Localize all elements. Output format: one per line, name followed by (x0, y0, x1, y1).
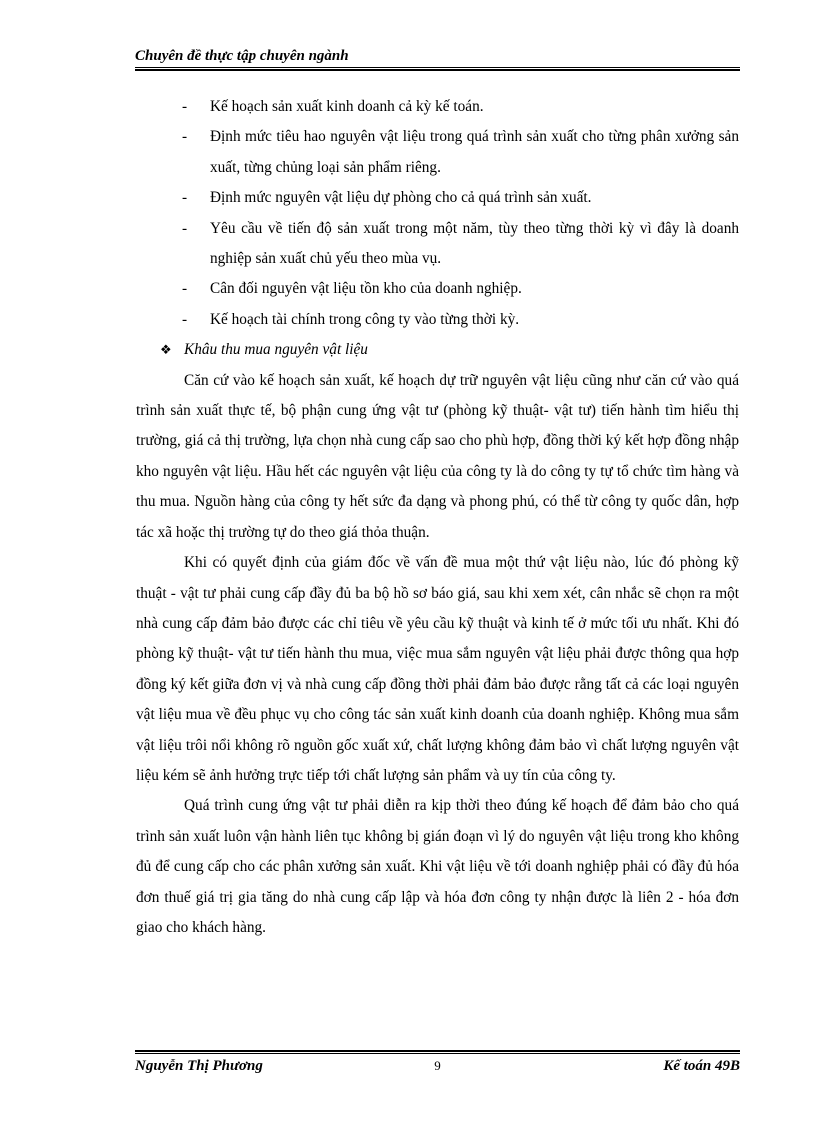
list-item-text: Kế hoạch sản xuất kinh doanh cả kỳ kế toán. (210, 98, 484, 115)
diamond-bullet-icon: ❖ (160, 342, 172, 358)
footer-author: Nguyễn Thị Phương (135, 1058, 263, 1074)
page-header (135, 46, 740, 66)
footer-class: Kế toán 49B (663, 1058, 740, 1074)
list-item (136, 214, 739, 275)
dash-marker: - (182, 219, 188, 237)
list-item-text: Định mức tiêu hao nguyên vật liệu trong quá trình sản xuất cho từng phân xưởng sản xuất, từng chủng loại sản phẩm riêng. (210, 128, 739, 176)
list-item (136, 183, 739, 213)
list-item-text: Định mức nguyên vật liệu dự phòng cho cả quá trình sản xuất. (210, 189, 592, 207)
dash-marker: - (182, 98, 188, 115)
paragraph: Khi có quyết định của giám đốc về vấn đề mua một thứ vật liệu nào, lúc đó phòng kỹ thuật - vật tư phải cung cấp đầy đủ ba bộ hồ sơ báo giá, sau khi xem xét, cân nhắc sẽ chọn ra một nhà cung cấp đảm bảo được các chỉ tiêu về yêu cầu kỹ thuật và kinh tế ở mức tối ưu nhất. Khi đó phòng kỹ thuật- vật tư tiến hành thu mua, việc mua sắm nguyên vật liệu phải được thông qua hợp đồng ký kết giữa đơn vị và nhà cung cấp đồng thời phải đảm bảo được rằng tất cả các loại nguyên vật liệu mua về đều phục vụ cho công tác sản xuất kinh doanh của doanh nghiệp. Không mua sắm vật liệu trôi nổi không rõ nguồn gốc xuất xứ, chất lượng không đảm bảo vì chất lượng nguyên vật liệu kém sẽ ảnh hưởng trực tiếp tới chất lượng sản phẩm và uy tín của công ty. (136, 554, 739, 784)
requirements-list (136, 92, 739, 335)
list-item-text: Cân đối nguyên vật liệu tồn kho của doanh nghiệp. (210, 280, 522, 298)
list-item-text: Yêu cầu về tiến độ sản xuất trong một năm, tùy theo từng thời kỳ vì đây là doanh nghiệp sản xuất chủ yếu theo mùa vụ. (210, 219, 739, 268)
header-rule-thin (135, 67, 740, 68)
list-item (136, 274, 739, 304)
section-heading (136, 335, 739, 365)
footer-rule-thin (135, 1053, 740, 1054)
dash-marker: - (182, 128, 188, 146)
header-rule-thick (135, 69, 740, 71)
dash-marker: - (182, 310, 188, 328)
paragraph: Quá trình cung ứng vật tư phải diễn ra kịp thời theo đúng kế hoạch để đảm bảo cho quá trình sản xuất luôn vận hành liên tục không bị gián đoạn vì lý do nguyên vật liệu trong kho không đủ để cung cấp cho các phân xưởng sản xuất. Khi vật liệu về tới doanh nghiệp phải có đầy đủ hóa đơn thuế giá trị gia tăng do nhà cung cấp lập và hóa đơn công ty nhận được là liên 2 - hóa đơn giao cho khách hàng. (136, 797, 739, 936)
page-footer (135, 1056, 740, 1078)
dash-marker: - (182, 189, 188, 207)
section-title: Khâu thu mua nguyên vật liệu (184, 341, 368, 359)
list-item (136, 122, 739, 183)
paragraph: Căn cứ vào kế hoạch sản xuất, kế hoạch dự trữ nguyên vật liệu cũng như căn cứ vào quá trình sản xuất thực tế, bộ phận cung ứng vật tư (phòng kỹ thuật- vật tư) tiến hành tìm hiểu thị trường, giá cả thị trường, lựa chọn nhà cung cấp sao cho phù hợp, đồng thời ký kết hợp đồng nhập kho nguyên vật liệu. Hầu hết các nguyên vật liệu của công ty là do công ty tự tổ chức tìm hàng và thu mua. Nguồn hàng của công ty hết sức đa dạng và phong phú, có thể từ công ty quốc dân, hợp tác xã hoặc thị trường tự do theo giá thỏa thuận. (136, 371, 739, 541)
dash-marker: - (182, 280, 188, 298)
list-item (136, 92, 739, 122)
list-item (136, 305, 739, 335)
header-title: Chuyên đề thực tập chuyên ngành (135, 48, 349, 64)
footer-rule-thick (135, 1050, 740, 1052)
list-item-text: Kế hoạch tài chính trong công ty vào từng thời kỳ. (210, 310, 520, 328)
page-number: 9 (434, 1058, 441, 1073)
page-content (136, 92, 739, 943)
